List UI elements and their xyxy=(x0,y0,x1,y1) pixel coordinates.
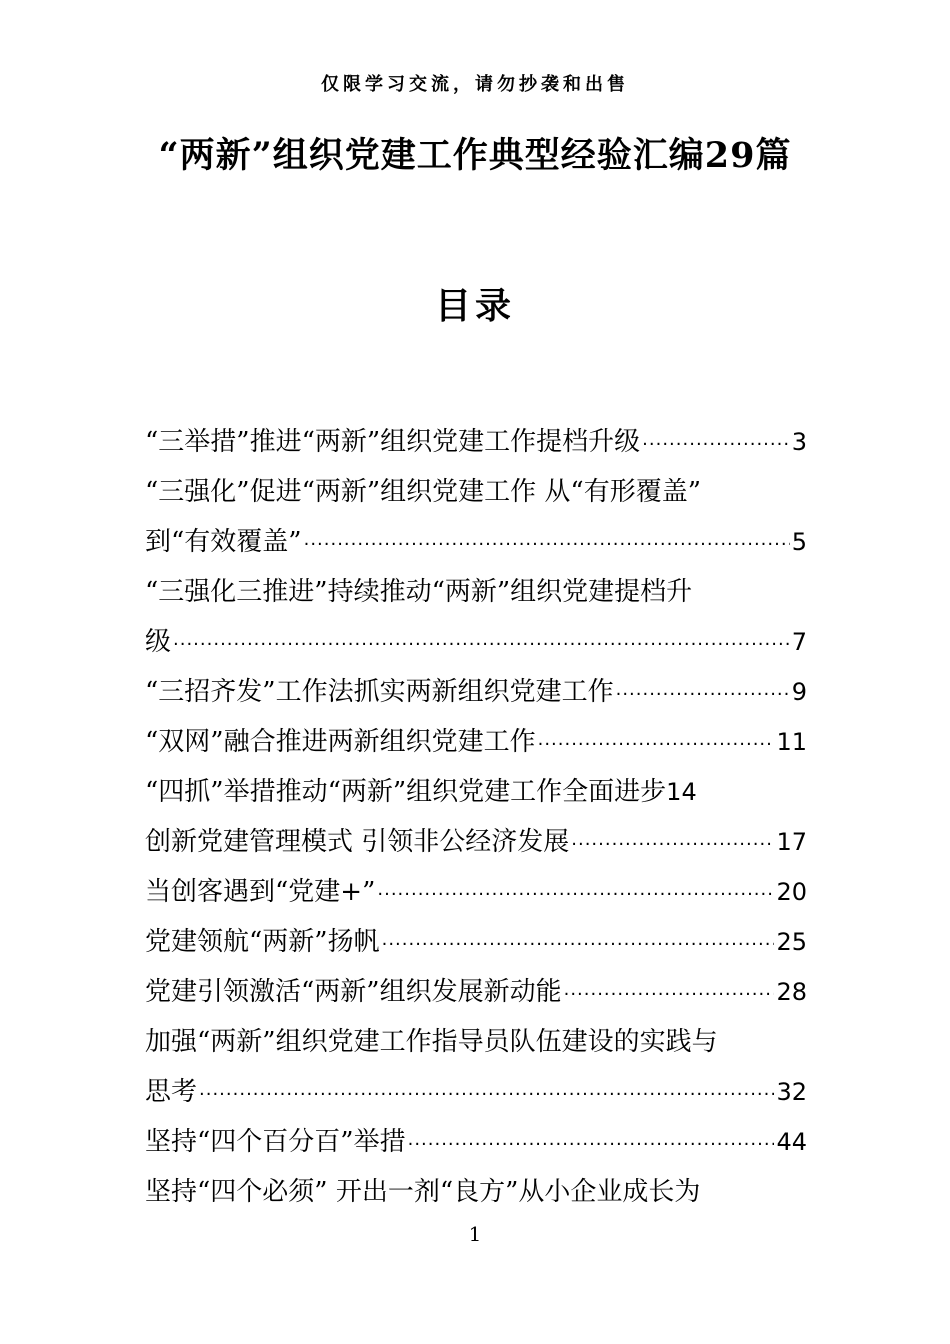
toc-page-number: 3 xyxy=(791,428,807,456)
toc-leader-dots xyxy=(199,1070,774,1120)
toc-leader-dots xyxy=(382,920,775,970)
toc-entry-line[interactable] xyxy=(145,1167,807,1217)
toc-page-number: 9 xyxy=(791,678,807,706)
toc-leader-dots xyxy=(616,670,790,720)
toc-entry-title: 创新党建管理模式 引领非公经济发展 xyxy=(145,827,570,857)
toc-page-number: 5 xyxy=(791,528,807,556)
toc-page-number: 25 xyxy=(776,928,807,956)
toc-entry-title: “三强化三推进”持续推动“两新”组织党建提档升 xyxy=(145,577,693,607)
toc-entry-title: “四抓”举措推动“两新”组织党建工作全面进步 xyxy=(145,777,667,807)
toc-leader-dots xyxy=(304,520,790,570)
toc-entry-title: 党建引领激活“两新”组织发展新动能 xyxy=(145,977,562,1007)
toc-entry[interactable] xyxy=(145,917,807,967)
toc-leader-dots xyxy=(571,820,774,870)
toc-entry-title: 当创客遇到“党建+” xyxy=(145,877,376,907)
header-note: 仅限学习交流，请勿抄袭和出售 xyxy=(321,74,629,95)
toc-entry-continuation[interactable] xyxy=(145,517,807,567)
toc-entry-continuation[interactable] xyxy=(145,1067,807,1117)
toc-entry[interactable] xyxy=(145,667,807,717)
toc-entry-title: “三招齐发”工作法抓实两新组织党建工作 xyxy=(145,677,614,707)
toc-entry[interactable] xyxy=(145,967,807,1017)
toc-leader-dots xyxy=(642,420,790,470)
toc-page-number: 14 xyxy=(666,778,697,806)
toc-entry-title: 级 xyxy=(145,627,172,657)
toc-entry-line[interactable] xyxy=(145,467,807,517)
toc-entry-continuation[interactable] xyxy=(145,617,807,667)
toc-entry-line[interactable] xyxy=(145,567,807,617)
toc-entry-line[interactable] xyxy=(145,1017,807,1067)
toc-entry-title: “三强化”促进“两新”组织党建工作 从“有形覆盖” xyxy=(145,477,702,507)
toc-page-number: 32 xyxy=(776,1078,807,1106)
toc-entry[interactable] xyxy=(145,767,807,817)
toc-entry-title: 党建领航“两新”扬帆 xyxy=(145,927,380,957)
toc-entry-title: 思考 xyxy=(145,1077,198,1107)
toc-heading: 目录 xyxy=(434,285,515,327)
toc-page-number: 7 xyxy=(791,628,807,656)
toc-page-number: 44 xyxy=(776,1128,807,1156)
toc-entry[interactable] xyxy=(145,417,807,467)
toc-entry-title: 坚持“四个百分百”举措 xyxy=(145,1127,406,1157)
toc-entry-title: 坚持“四个必须” 开出一剂“良方”从小企业成长为 xyxy=(145,1177,701,1207)
toc-entry-title: 加强“两新”组织党建工作指导员队伍建设的实践与 xyxy=(145,1027,718,1057)
toc-entry[interactable] xyxy=(145,1117,807,1167)
toc-entry-title: “双网”融合推进两新组织党建工作 xyxy=(145,727,536,757)
toc-page-number: 28 xyxy=(776,978,807,1006)
toc-leader-dots xyxy=(173,620,790,670)
toc-entry-title: “三举措”推进“两新”组织党建工作提档升级 xyxy=(145,427,641,457)
toc-leader-dots xyxy=(377,870,774,920)
toc-leader-dots xyxy=(538,720,775,770)
document-title: “两新”组织党建工作典型经验汇编29篇 xyxy=(158,135,792,176)
toc-entry[interactable] xyxy=(145,867,807,917)
toc-page-number: 17 xyxy=(776,828,807,856)
toc-page-number: 11 xyxy=(776,728,807,756)
toc-page-number: 20 xyxy=(776,878,807,906)
toc-entry-title: 到“有效覆盖” xyxy=(145,527,302,557)
toc-entry[interactable] xyxy=(145,717,807,767)
toc-leader-dots xyxy=(564,970,775,1020)
toc-entry[interactable] xyxy=(145,817,807,867)
toc-leader-dots xyxy=(408,1120,775,1170)
page-number: 1 xyxy=(468,1222,482,1246)
table-of-contents xyxy=(145,417,807,1217)
